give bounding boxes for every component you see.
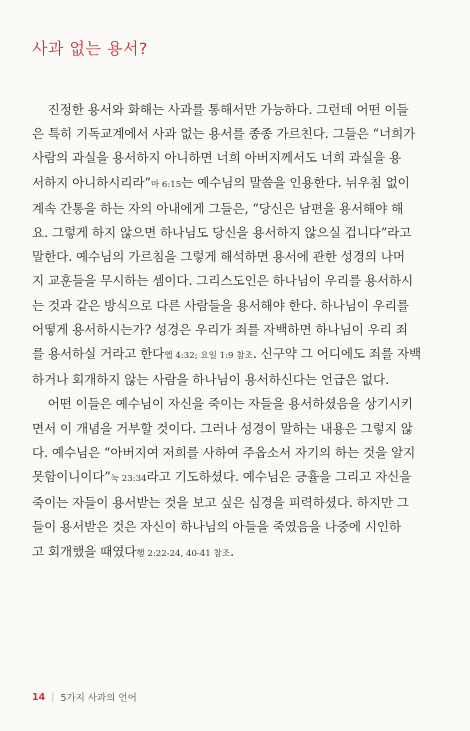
footer-separator: | <box>51 691 55 703</box>
line-text: 다. 예수님은 “아버지여 저희를 사하여 주옵소서 자기의 하는 것을 알지 <box>32 444 416 460</box>
line-text-continued: 라고 기도하셨다. 예수님은 긍휼을 그리고 자신을 <box>146 469 412 485</box>
section-heading: 사과 없는 용서? <box>32 39 148 58</box>
text-line <box>32 515 444 539</box>
scripture-reference: 행 2:22-24, 40-41 참조 <box>136 548 231 559</box>
body-text <box>32 98 444 566</box>
line-text-continued: . 신구약 그 어디에도 죄를 자백 <box>252 346 422 362</box>
text-line <box>32 221 444 245</box>
line-text-continued: 는 예수님의 말씀을 인용한다. 뉘우침 없이 <box>181 174 410 190</box>
line-text-continued: . <box>230 543 234 559</box>
line-text: 지 교훈들을 무시하는 셈이다. 그리스도인은 하나님이 우리를 용서하시 <box>32 273 414 289</box>
line-text: 죽이는 자들이 용서받는 것을 보고 싶은 심경을 피력하셨다. 하지만 그 <box>32 495 409 511</box>
page-number: 14 <box>32 691 46 703</box>
line-text: 사람의 과실을 용서하지 아니하면 너희 아버지께서도 너희 과실을 용 <box>32 150 402 166</box>
text-line <box>32 197 444 221</box>
text-line <box>32 269 444 293</box>
line-text: 계속 간통을 하는 자의 아내에게 그들은, “당신은 남편을 용서해야 해 <box>32 200 404 216</box>
text-line <box>32 146 444 170</box>
book-title: 5가지 사과의 언어 <box>60 693 137 704</box>
line-text: 못함이니이다” <box>32 469 111 485</box>
line-text: 어떤 이들은 예수님이 자신을 죽이는 자들을 용서하셨음을 상기시키 <box>32 396 413 412</box>
text-line <box>32 368 444 392</box>
line-text: 은 특히 기독교계에서 사과 없는 용서를 종종 가르친다. 그들은 “너희가 <box>32 126 416 142</box>
page-footer <box>32 690 137 704</box>
text-line <box>32 491 444 515</box>
text-line <box>32 342 444 368</box>
scripture-reference: 엡 4:32; 요일 1:9 참조 <box>164 351 253 362</box>
text-line <box>32 171 444 197</box>
line-text: 요. 그렇게 하지 않으면 하나님도 당신을 용서하지 않으실 겁니다”라고 <box>32 225 412 241</box>
line-text: 어떻게 용서하시는가? 성경은 우리가 죄를 자백하면 하나님이 우리 죄 <box>32 321 408 337</box>
line-text: 고 회개했을 때였다 <box>32 543 137 559</box>
line-text: 진정한 용서와 화해는 사과를 통해서만 가능하다. 그런데 어떤 이들 <box>32 102 409 117</box>
text-line <box>32 392 444 416</box>
line-text: 하거나 회개하지 않는 사람을 하나님이 용서하신다는 언급은 없다. <box>32 372 389 388</box>
text-line <box>32 318 444 342</box>
text-line <box>32 245 444 269</box>
text-line <box>32 465 444 491</box>
text-line <box>32 417 444 441</box>
text-line <box>32 294 444 318</box>
line-text: 는 것과 같은 방식으로 다른 사람들을 용서해야 한다. 하나님이 우리를 <box>32 297 409 313</box>
line-text: 면서 이 개념을 거부할 것이다. 그러나 성경이 말하는 내용은 그렇지 않 <box>32 420 413 436</box>
text-line <box>32 441 444 465</box>
scripture-reference: 눅 23:34 <box>110 474 147 485</box>
scripture-reference: 마 6:15 <box>150 179 182 190</box>
text-line <box>32 540 444 566</box>
line-text: 말한다. 예수님의 가르침을 그렇게 해석하면 용서에 관한 성경의 나머 <box>32 249 405 265</box>
text-line <box>32 98 444 122</box>
line-text: 를 용서하실 거라고 한다 <box>32 346 165 362</box>
text-line <box>32 122 444 146</box>
line-text: 서하지 아니하시리라” <box>32 174 151 190</box>
line-text: 들이 용서받은 것은 자신이 하나님의 아들을 죽였음을 나중에 시인하 <box>32 519 402 535</box>
